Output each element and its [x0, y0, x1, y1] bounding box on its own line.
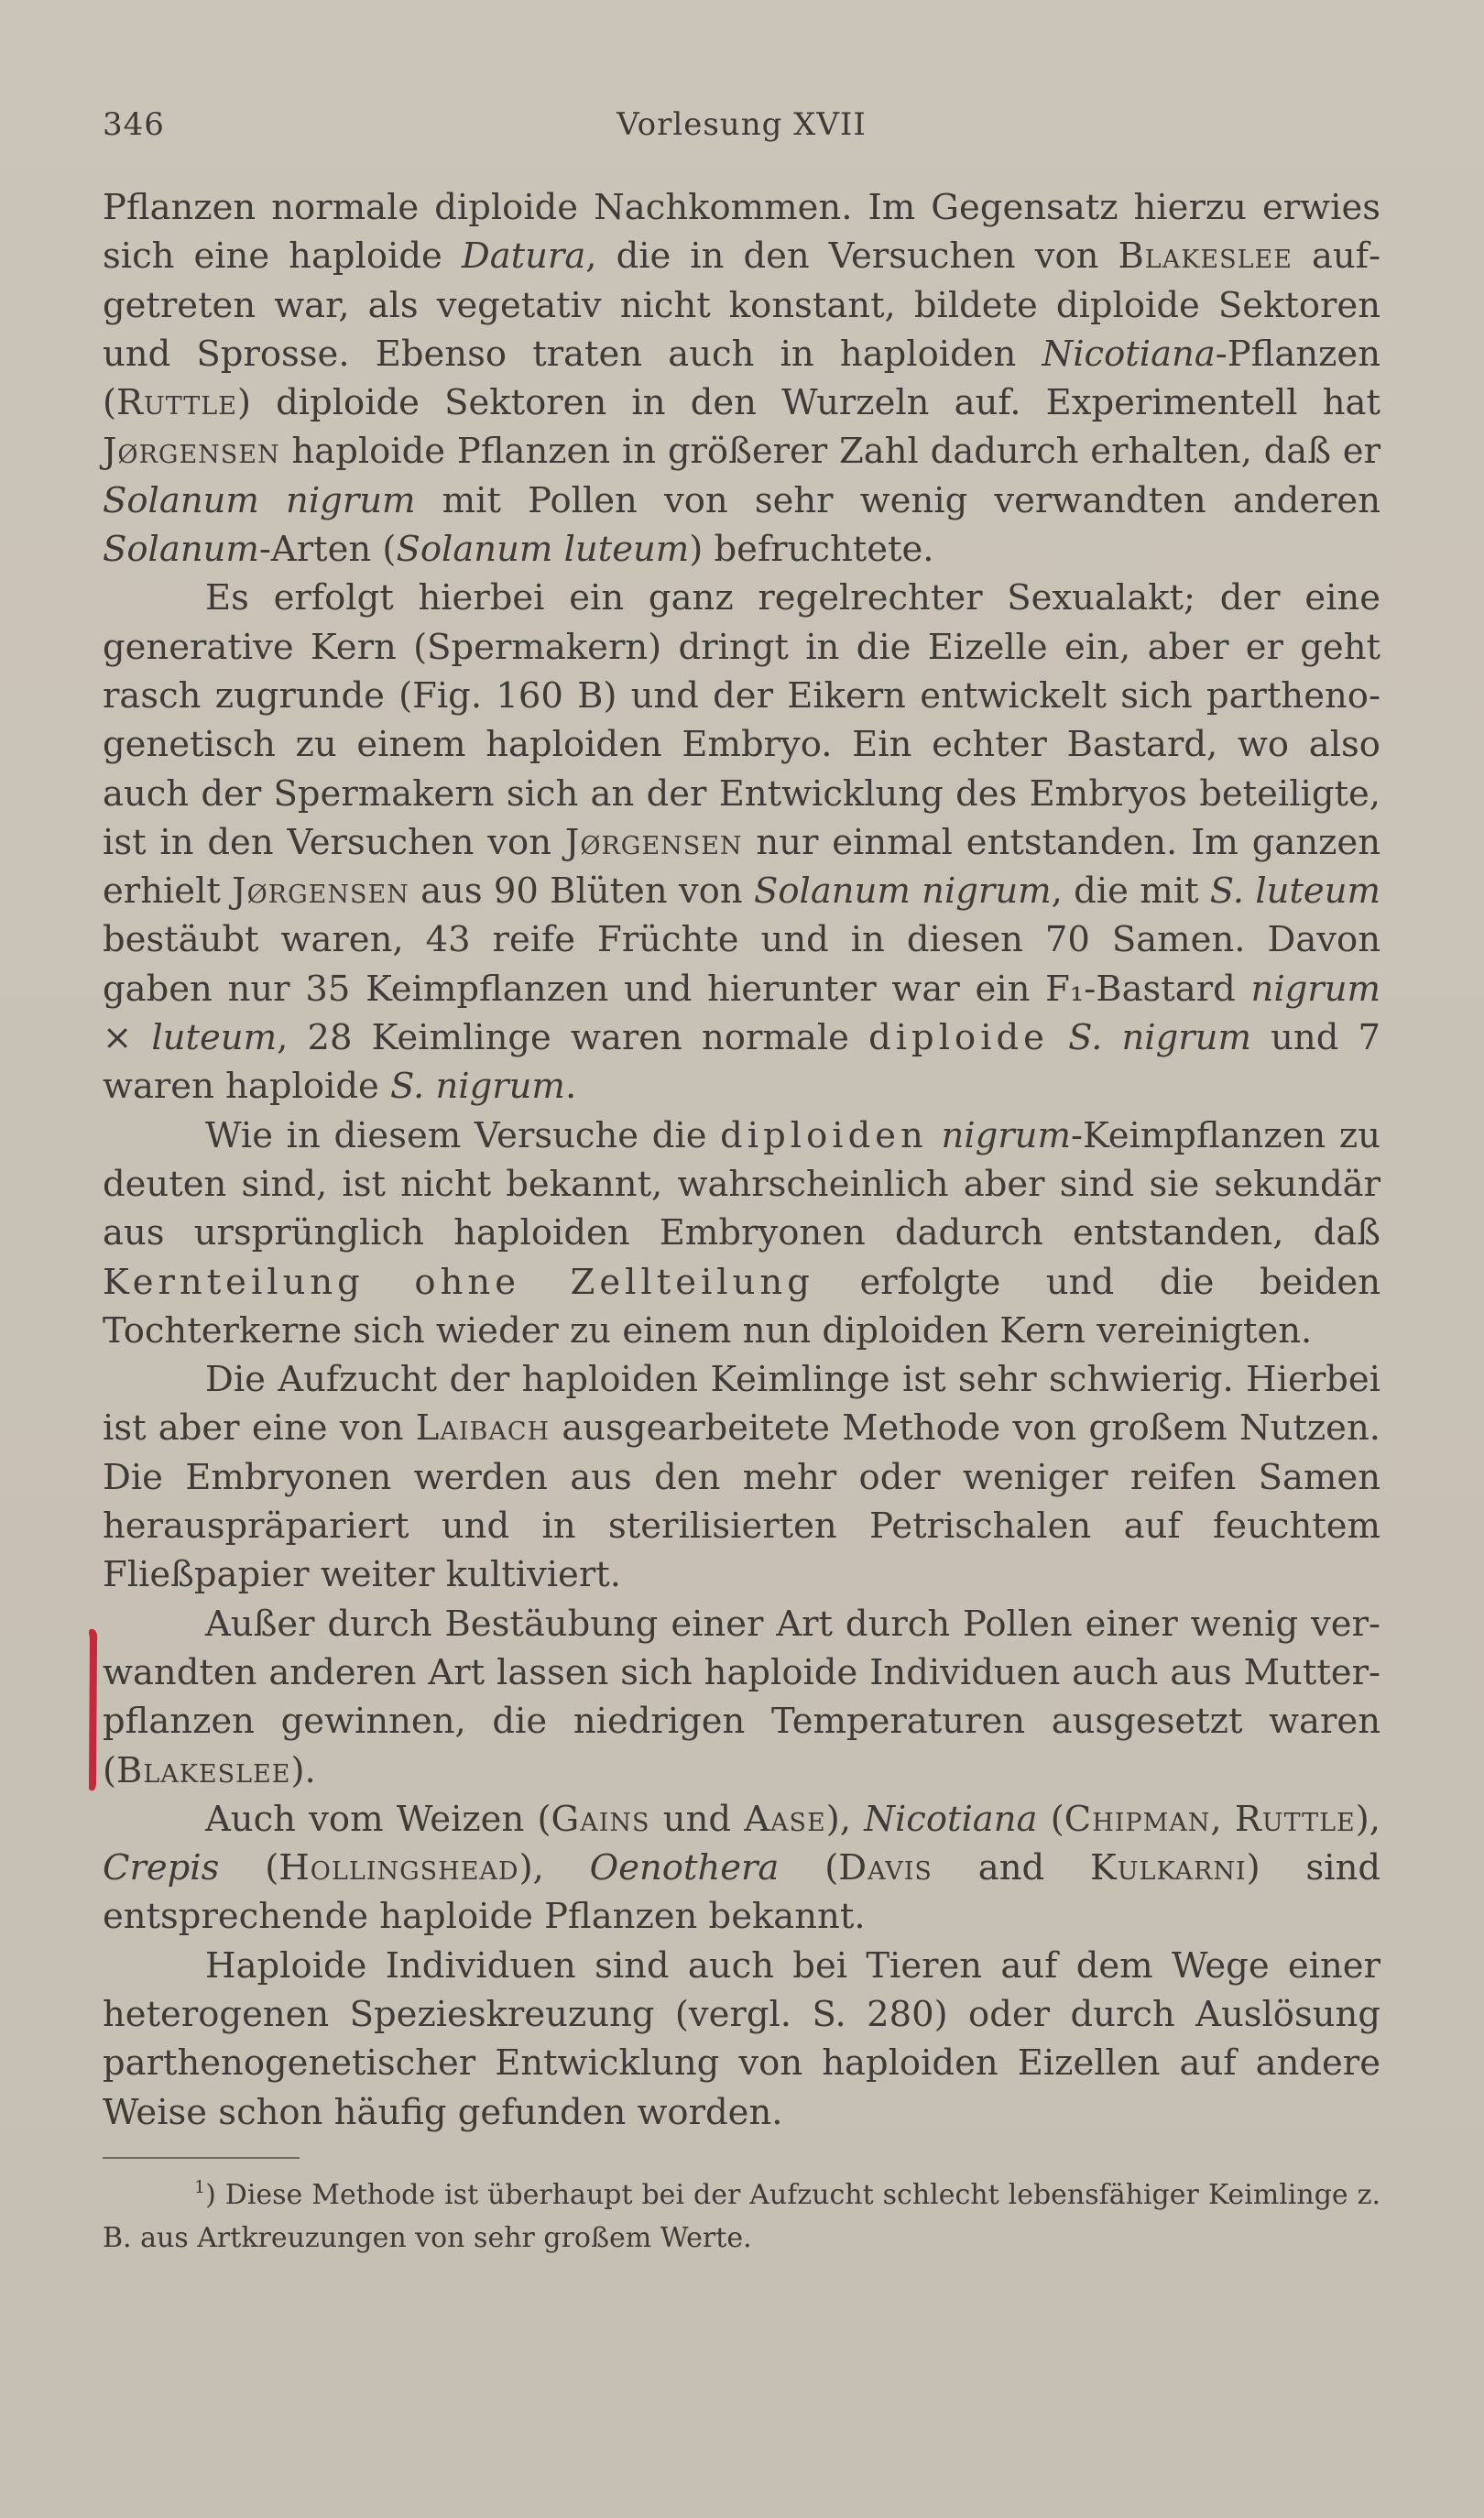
footnote: [103, 2173, 1380, 2260]
author-name: Jørgensen: [232, 870, 409, 913]
text-run: ),: [825, 1798, 865, 1840]
text-run: nur einmal entstanden. Im ganzen erhielt: [103, 821, 1380, 913]
paragraph-4: [103, 1355, 1380, 1599]
page-header: [103, 99, 1380, 150]
text-run: [1049, 1017, 1068, 1058]
text-run: Wie in diesem Versuche die: [205, 1114, 721, 1156]
italic-term: Crepis: [103, 1847, 220, 1889]
running-title: Vorlesung XVII: [617, 106, 867, 143]
text-run: (: [779, 1847, 839, 1889]
body-text: [103, 183, 1380, 2137]
italic-term: nigrum: [941, 1114, 1071, 1156]
red-margin-mark: [82, 1627, 104, 1794]
text-run: , 28 Keimlinge waren normale: [277, 1017, 869, 1059]
spaced-term: diploide: [868, 1017, 1049, 1059]
author-name: Blakeslee: [1118, 235, 1293, 278]
text-run: aufgetreten war, als vegetativ nicht konstant, bildete diploide Sektoren und Sprosse. Ebenso traten auch in haploiden: [103, 235, 1381, 375]
text-run: ) befruchtete.: [689, 529, 934, 571]
paragraph-5: [103, 1600, 1380, 1795]
text-run: -Arten (: [258, 529, 397, 571]
text-run: ) sind entsprechende haploide Pflanzen bekannt.: [103, 1847, 1381, 1938]
italic-term: Solanum luteum: [396, 529, 690, 571]
author-name: Davis: [838, 1847, 933, 1889]
italic-term: Solanum nigrum: [103, 479, 416, 521]
spaced-term: diploiden: [720, 1114, 928, 1156]
text-run: Die Aufzucht der haploiden Keimlinge ist sehr schwierig. Hierbei ist aber eine von: [103, 1359, 1380, 1450]
footnote-paragraph: [103, 2173, 1380, 2260]
text-run: ) diploide Sektoren in den Wurzeln auf. Experimentell hat: [236, 382, 1380, 424]
text-run: ,: [1210, 1798, 1235, 1840]
italic-term: Oenothera: [589, 1847, 780, 1889]
text-run: Pflanzen normale diploide Nachkommen. Im Gegensatz hierzu erwies sich eine haploide: [103, 187, 1380, 278]
text-run: und: [649, 1798, 745, 1840]
italic-term: Solanum: [103, 529, 259, 571]
author-name: Gains: [551, 1798, 650, 1840]
text-run: .: [564, 1066, 577, 1108]
text-run: und 7 waren haploide: [103, 1017, 1380, 1108]
italic-term: S. nigrum: [1068, 1017, 1251, 1059]
text-run: erfolgte und die beiden Tochterkerne sich wieder zu einem nun diploiden Kern vereinigten.: [103, 1261, 1380, 1352]
text-run: Außer durch Bestäubung einer Art durch Pollen einer wenig verwandten anderen Art lassen sich haploide Individuen auch aus Mutterpflanzen gewinnen, die niedrigen Temperaturen ausgesetzt waren (: [103, 1603, 1380, 1791]
text-run: (: [219, 1847, 279, 1889]
text-run: haploide Pflanzen in größerer Zahl dadurch erhalten, daß er: [279, 431, 1380, 473]
text-run: , die mit: [1051, 870, 1210, 913]
paragraph-7: [103, 1942, 1380, 2137]
text-run: -Pflanzen (: [103, 333, 1380, 424]
text-run: aus 90 Blüten von: [409, 870, 754, 913]
text-run: -Keimpflanzen zu deuten sind, ist nicht bekannt, wahrscheinlich aber sind sie sekundär aus ursprünglich haploiden Embryonen dadurch entstanden, daß: [103, 1114, 1380, 1254]
footnote-divider: [103, 2157, 300, 2159]
italic-term: Nicotiana: [864, 1798, 1038, 1840]
italic-term: S. luteum: [1209, 870, 1380, 913]
text-run: Auch vom Weizen (: [205, 1798, 551, 1840]
text-run: Haploide Individuen sind auch bei Tieren auf dem Wege einer heterogenen Spezieskreuzung (vergl. S. 280) oder durch Auslösung parthenogenetischer Entwicklung von haploiden Eizellen auf andere Weise schon häufig gefunden worden.: [103, 1944, 1380, 2133]
footnote-marker: 1: [194, 2177, 206, 2197]
text-run: , die in den Versuchen von: [585, 235, 1118, 278]
italic-term: S. nigrum: [390, 1066, 565, 1108]
footnote-text: ) Diese Methode ist überhaupt bei der Aufzucht schlecht lebensfähiger Keimlinge z. B. aus Artkreuzungen von sehr großem Werte.: [103, 2179, 1380, 2254]
text-run: ×: [103, 1017, 152, 1059]
author-name: Jørgensen: [564, 821, 743, 863]
paragraph-6: [103, 1795, 1380, 1942]
text-run: ).: [290, 1749, 316, 1791]
author-name: Laibach: [415, 1407, 551, 1450]
italic-term: Datura: [461, 235, 586, 278]
spaced-term: Kernteilung ohne Zellteilung: [103, 1261, 814, 1303]
author-name: Ruttle: [1234, 1798, 1356, 1840]
italic-term: nigrum: [1250, 968, 1380, 1010]
author-name: Hollingshead: [278, 1847, 519, 1889]
text-run: ausgearbeitete Methode von großem Nutzen. Die Embryonen werden aus den mehr oder weniger reifen Samen herauspräpariert und in sterilisierten Petrischalen auf feuchtem Fließpapier weiter kultiviert.: [103, 1407, 1381, 1596]
text-run: [928, 1115, 942, 1156]
author-name: Aase: [744, 1798, 826, 1840]
italic-term: Nicotiana: [1042, 333, 1216, 375]
text-run: and: [932, 1847, 1090, 1889]
text-run: (: [1037, 1798, 1064, 1840]
italic-term: luteum: [151, 1017, 278, 1059]
text-run: Es erfolgt hierbei ein ganz regelrechter Sexualakt; der eine generative Kern (Spermakern) dringt in die Eizelle ein, aber er geht rasch zugrunde (Fig. 160 B) und der Eikern entwickelt sich parthenogenetisch zu einem haploiden Embryo. Ein echter Bastard, wo also auch der Spermakern sich an der Entwicklung des Embryos beteiligte, ist in den Versuchen von: [103, 577, 1380, 863]
text-run: mit Pollen von sehr wenig verwandten anderen: [415, 479, 1380, 521]
page-number: 346: [103, 106, 165, 143]
italic-term: Solanum nigrum: [753, 870, 1052, 913]
text-run: ),: [1355, 1798, 1380, 1840]
author-name: Ruttle: [116, 382, 237, 424]
text-run: bestäubt waren, 43 reife Früchte und in diesen 70 Samen. Davon gaben nur 35 Keimpflanzen und hierunter war ein F₁-Bastard: [103, 919, 1380, 1010]
author-name: Jørgensen: [103, 431, 280, 473]
author-name: Chipman: [1064, 1798, 1211, 1840]
paragraph-2: [103, 574, 1380, 1111]
paragraph-1: [103, 183, 1380, 574]
text-run: ),: [518, 1847, 590, 1889]
paragraph-3: [103, 1111, 1380, 1355]
author-name: Blakeslee: [116, 1749, 291, 1791]
author-name: Kulkarni: [1090, 1847, 1247, 1889]
